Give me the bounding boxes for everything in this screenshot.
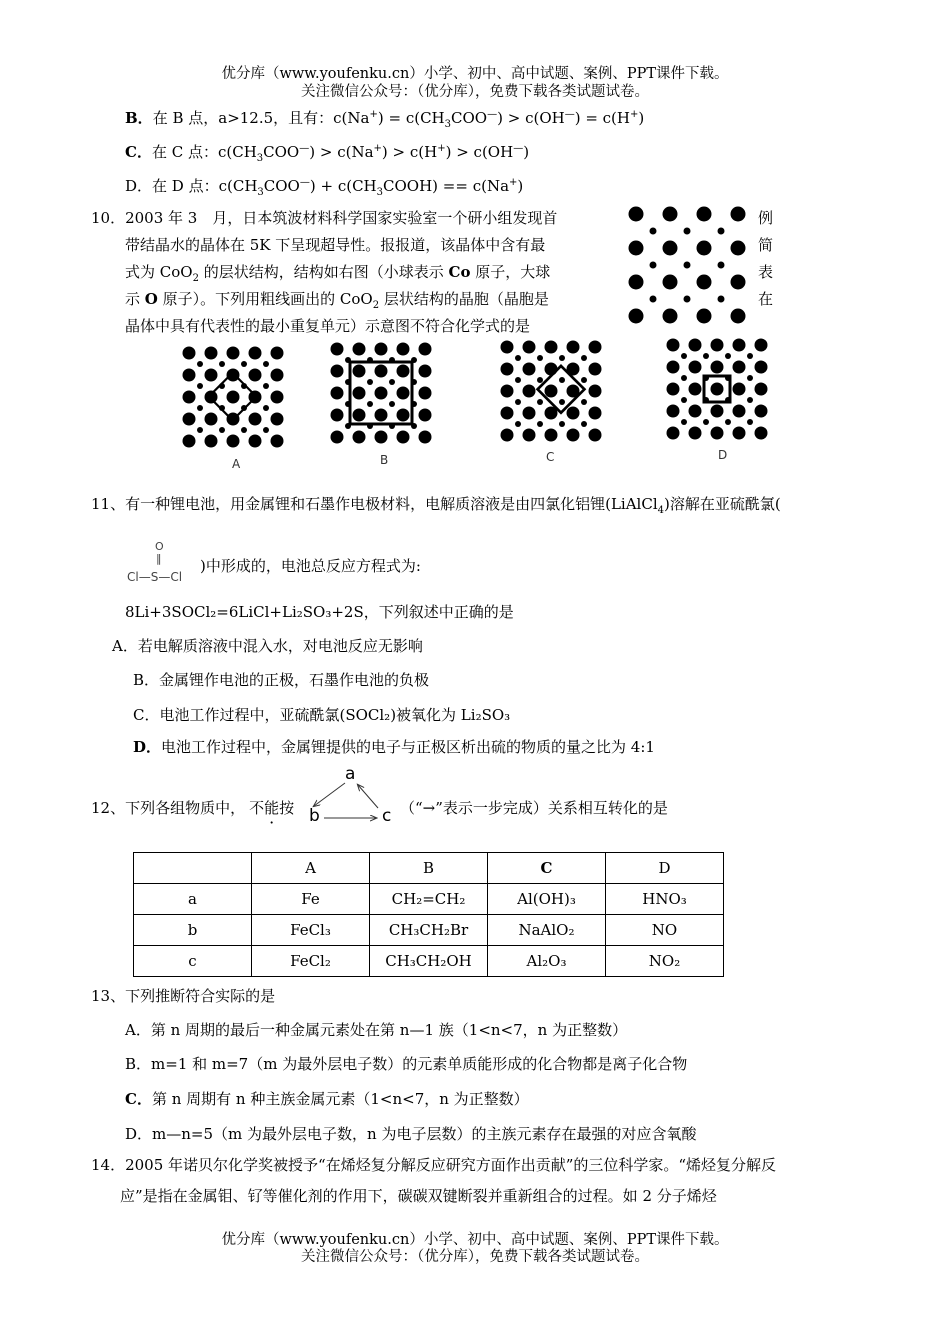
o-atom bbox=[249, 413, 262, 426]
o-atom bbox=[733, 383, 746, 396]
table-cell: D bbox=[606, 853, 724, 884]
o-atom bbox=[227, 347, 240, 360]
table-cell bbox=[134, 853, 252, 884]
co-atom bbox=[197, 405, 203, 411]
table-cell: CH₃CH₂OH bbox=[370, 946, 488, 977]
q11-option-d: D．电池工作过程中，金属锂提供的电子与正极区析出硫的物质的量之比为 4:1 bbox=[133, 738, 655, 756]
co-atom bbox=[581, 399, 587, 405]
o-atom bbox=[397, 431, 410, 444]
o-atom bbox=[271, 391, 284, 404]
co-atom bbox=[263, 405, 269, 411]
q10-side-4: 在 bbox=[758, 290, 774, 308]
o-atom bbox=[227, 435, 240, 448]
o-atom bbox=[733, 427, 746, 440]
table-cell: a bbox=[134, 884, 252, 915]
o-atom bbox=[755, 361, 768, 374]
co-atom bbox=[197, 361, 203, 367]
table-row bbox=[134, 915, 724, 946]
socl2-structure-row: Cl—S—Cl bbox=[127, 570, 183, 584]
q13-option-c: C．第 n 周期有 n 种主族金属元素（1<n<7，n 为正整数） bbox=[125, 1090, 529, 1108]
o-atom bbox=[755, 383, 768, 396]
q11-option-a: A．若电解质溶液中混入水，对电池反应无影响 bbox=[112, 637, 423, 655]
o-atom bbox=[419, 409, 432, 422]
o-atom bbox=[663, 309, 678, 324]
o-atom bbox=[397, 365, 410, 378]
o-atom bbox=[523, 385, 536, 398]
table-cell: Fe bbox=[252, 884, 370, 915]
lattice-label-b: B bbox=[380, 453, 389, 467]
o-atom bbox=[419, 431, 432, 444]
q13-option-a: A．第 n 周期的最后一种金属元素处在第 n—1 族（1<n<7，n 为正整数） bbox=[125, 1021, 628, 1039]
co-atom bbox=[684, 228, 691, 235]
q13-option-b: B．m=1 和 m=7（m 为最外层电子数）的元素单质能形成的化合物都是离子化合物 bbox=[125, 1055, 688, 1073]
o-atom bbox=[523, 363, 536, 376]
o-atom bbox=[629, 275, 644, 290]
o-atom bbox=[205, 347, 218, 360]
co-atom bbox=[197, 427, 203, 433]
footer-line-2: 关注微信公众号：（优分库），免费下载各类试题试卷。 bbox=[301, 1249, 649, 1265]
o-atom bbox=[689, 427, 702, 440]
co-atom bbox=[581, 377, 587, 383]
o-atom bbox=[271, 435, 284, 448]
co-atom bbox=[718, 262, 725, 269]
node-c: c bbox=[382, 806, 392, 826]
table-cell: c bbox=[134, 946, 252, 977]
o-atom bbox=[183, 413, 196, 426]
q11-line-2: )中形成的，电池总反应方程式为: bbox=[200, 557, 421, 575]
o-atom bbox=[205, 435, 218, 448]
o-atom bbox=[697, 309, 712, 324]
o-atom bbox=[501, 429, 514, 442]
q10-line-1: 10．2003 年 3 月，日本筑波材料科学国家实验室一个研小组发现首 bbox=[91, 209, 558, 227]
o-atom bbox=[733, 405, 746, 418]
lattice-option-b bbox=[328, 340, 434, 446]
q10-side-3: 表 bbox=[758, 263, 774, 281]
co-atom bbox=[537, 421, 543, 427]
co-atom bbox=[650, 262, 657, 269]
co-atom bbox=[559, 377, 565, 383]
o-atom bbox=[397, 387, 410, 400]
q9-option-c: C．在 C 点：$c(CH_3COO^—) > c(Na^+) > c(H^+) > c(OH^—)$ bbox=[125, 143, 530, 164]
q12-table bbox=[133, 852, 724, 977]
o-atom bbox=[711, 339, 724, 352]
o-atom bbox=[375, 387, 388, 400]
co-atom bbox=[241, 361, 247, 367]
o-atom bbox=[331, 387, 344, 400]
co-atom bbox=[389, 379, 395, 385]
q14-line-2: 应”是指在金属钼、钌等催化剂的作用下，碳碳双键断裂并重新组合的过程。如 2 分子烯烃 bbox=[120, 1187, 717, 1205]
co-atom bbox=[681, 397, 687, 403]
o-atom bbox=[697, 275, 712, 290]
o-atom bbox=[667, 405, 680, 418]
table-cell: B bbox=[370, 853, 488, 884]
o-atom bbox=[271, 413, 284, 426]
o-atom bbox=[523, 407, 536, 420]
q11-option-c: C．电池工作过程中，亚硫酰氯(SOCl₂)被氧化为 Li₂SO₃ bbox=[133, 706, 511, 724]
o-atom bbox=[227, 369, 240, 382]
co-atom bbox=[725, 353, 731, 359]
o-atom bbox=[249, 435, 262, 448]
o-atom bbox=[375, 409, 388, 422]
q10-line-2: 带结晶水的晶体在 5K 下呈现超导性。报报道，该晶体中含有最 bbox=[125, 236, 546, 254]
co-atom bbox=[537, 355, 543, 361]
o-atom bbox=[711, 383, 724, 396]
co-atom bbox=[747, 375, 753, 381]
q10-line-3: 式为 CoO$_2$ 的层状结构，结构如右图（小球表示 Co 原子，大球 bbox=[125, 263, 551, 284]
o-atom bbox=[567, 341, 580, 354]
o-atom bbox=[545, 363, 558, 376]
table-cell: Al(OH)₃ bbox=[488, 884, 606, 915]
o-atom bbox=[501, 385, 514, 398]
o-atom bbox=[271, 369, 284, 382]
o-atom bbox=[331, 365, 344, 378]
co-atom bbox=[263, 383, 269, 389]
o-atom bbox=[667, 339, 680, 352]
o-atom bbox=[689, 383, 702, 396]
o-atom bbox=[331, 343, 344, 356]
co-atom bbox=[515, 421, 521, 427]
o-atom bbox=[183, 369, 196, 382]
table-cell: NO bbox=[606, 915, 724, 946]
o-atom bbox=[397, 343, 410, 356]
o-atom bbox=[663, 275, 678, 290]
o-atom bbox=[227, 391, 240, 404]
o-atom bbox=[375, 431, 388, 444]
co-atom bbox=[389, 401, 395, 407]
table-cell: NO₂ bbox=[606, 946, 724, 977]
co-atom bbox=[581, 355, 587, 361]
socl2-structure-o: O bbox=[155, 540, 164, 553]
table-cell: HNO₃ bbox=[606, 884, 724, 915]
table-cell: NaAlO₂ bbox=[488, 915, 606, 946]
o-atom bbox=[353, 343, 366, 356]
o-atom bbox=[271, 347, 284, 360]
o-atom bbox=[589, 363, 602, 376]
q12-emphasis: 不能按 bbox=[249, 799, 295, 817]
footer-line-1: 优分库（www.youfenku.cn）小学、初中、高中试题、案例、PPT课件下载。 bbox=[221, 1232, 729, 1248]
co-atom bbox=[515, 399, 521, 405]
co-atom bbox=[725, 419, 731, 425]
o-atom bbox=[183, 391, 196, 404]
co-atom bbox=[515, 377, 521, 383]
o-atom bbox=[501, 363, 514, 376]
o-atom bbox=[183, 435, 196, 448]
lattice-option-d bbox=[664, 336, 770, 442]
co-atom bbox=[515, 355, 521, 361]
o-atom bbox=[523, 341, 536, 354]
co-atom bbox=[367, 401, 373, 407]
q13-option-d: D．m—n=5（m 为最外层电子数，n 为电子层数）的主族元素存在最强的对应含氧酸 bbox=[125, 1125, 697, 1143]
lattice-option-c bbox=[498, 338, 604, 444]
o-atom bbox=[755, 405, 768, 418]
o-atom bbox=[711, 405, 724, 418]
o-atom bbox=[667, 361, 680, 374]
o-atom bbox=[205, 413, 218, 426]
table-cell: CH₂=CH₂ bbox=[370, 884, 488, 915]
o-atom bbox=[589, 385, 602, 398]
o-atom bbox=[249, 369, 262, 382]
co-atom bbox=[681, 353, 687, 359]
o-atom bbox=[689, 361, 702, 374]
o-atom bbox=[205, 391, 218, 404]
node-b: b bbox=[309, 806, 320, 826]
o-atom bbox=[755, 427, 768, 440]
o-atom bbox=[419, 387, 432, 400]
o-atom bbox=[331, 431, 344, 444]
co-atom bbox=[681, 419, 687, 425]
table-cell: C bbox=[488, 853, 606, 884]
co-atom bbox=[650, 228, 657, 235]
co-atom bbox=[219, 361, 225, 367]
o-atom bbox=[689, 339, 702, 352]
lattice-label-d: D bbox=[718, 448, 728, 462]
o-atom bbox=[353, 365, 366, 378]
q10-side-2: 简 bbox=[758, 236, 774, 254]
q11-line-1: 11、有一种锂电池，用金属锂和石墨作电极材料，电解质溶液是由四氯化铝锂(LiAlCl$_4$)溶解在亚硫酰氯( bbox=[91, 495, 781, 516]
o-atom bbox=[689, 405, 702, 418]
o-atom bbox=[731, 241, 746, 256]
o-atom bbox=[711, 427, 724, 440]
o-atom bbox=[667, 427, 680, 440]
q9-option-b: B．在 B 点，a>12.5，且有：$c(Na^+) = c(CH_3COO^—) > c(OH^—) = c(H^+)$ bbox=[125, 109, 645, 130]
o-atom bbox=[501, 341, 514, 354]
o-atom bbox=[205, 369, 218, 382]
header-line-1: 优分库（www.youfenku.cn）小学、初中、高中试题、案例、PPT课件下载。 bbox=[221, 66, 729, 82]
o-atom bbox=[733, 361, 746, 374]
co-atom bbox=[681, 375, 687, 381]
table-header-row bbox=[134, 853, 724, 884]
table-cell: FeCl₃ bbox=[252, 915, 370, 946]
co-atom bbox=[684, 262, 691, 269]
lattice-label-a: A bbox=[232, 457, 241, 471]
q12-stem: 12、下列各组物质中， 不能按 bbox=[91, 799, 295, 817]
q10-line-4: 示 O 原子）。下列用粗线画出的 CoO$_2$ 层状结构的晶胞（晶胞是 bbox=[125, 290, 549, 311]
o-atom bbox=[589, 429, 602, 442]
co-atom bbox=[263, 361, 269, 367]
o-atom bbox=[663, 207, 678, 222]
o-atom bbox=[663, 241, 678, 256]
q10-line-5: 晶体中具有代表性的最小重复单元）示意图不符合化学式的是 bbox=[125, 317, 531, 335]
o-atom bbox=[589, 341, 602, 354]
o-atom bbox=[545, 429, 558, 442]
co-atom bbox=[537, 399, 543, 405]
arrow-c-to-a bbox=[358, 785, 378, 808]
table-cell: b bbox=[134, 915, 252, 946]
co-atom bbox=[747, 397, 753, 403]
co-atom bbox=[718, 228, 725, 235]
o-atom bbox=[353, 409, 366, 422]
o-atom bbox=[501, 407, 514, 420]
co-atom bbox=[747, 419, 753, 425]
o-atom bbox=[629, 207, 644, 222]
node-a: a bbox=[345, 764, 356, 784]
o-atom bbox=[697, 241, 712, 256]
co-atom bbox=[703, 353, 709, 359]
lattice-label-c: C bbox=[546, 450, 555, 464]
table-row bbox=[134, 946, 724, 977]
q9-option-d: D．在 D 点：$c(CH_3COO^—)$ + $c(CH_3COOH) == c(Na^+)$ bbox=[125, 177, 524, 198]
o-atom bbox=[249, 347, 262, 360]
co-atom bbox=[559, 355, 565, 361]
co-atom bbox=[367, 379, 373, 385]
o-atom bbox=[419, 343, 432, 356]
co-atom bbox=[747, 353, 753, 359]
o-atom bbox=[397, 409, 410, 422]
table-cell: A bbox=[252, 853, 370, 884]
o-atom bbox=[667, 383, 680, 396]
co-atom bbox=[197, 383, 203, 389]
co-atom bbox=[559, 421, 565, 427]
o-atom bbox=[183, 347, 196, 360]
o-atom bbox=[697, 207, 712, 222]
o-atom bbox=[731, 275, 746, 290]
arrow-a-to-b bbox=[314, 783, 345, 806]
q10-side-1: 例 bbox=[758, 209, 774, 227]
o-atom bbox=[731, 207, 746, 222]
q11-equation: 8Li+3SOCl₂=6LiCl+Li₂SO₃+2S，下列叙述中正确的是 bbox=[125, 603, 514, 621]
o-atom bbox=[733, 339, 746, 352]
o-atom bbox=[545, 385, 558, 398]
o-atom bbox=[567, 407, 580, 420]
q12-stem-post: （“→”表示一步完成）关系相互转化的是 bbox=[400, 799, 668, 817]
o-atom bbox=[567, 429, 580, 442]
o-atom bbox=[523, 429, 536, 442]
o-atom bbox=[419, 365, 432, 378]
co-atom bbox=[581, 421, 587, 427]
q13-stem: 13、下列推断符合实际的是 bbox=[91, 987, 276, 1005]
co-atom bbox=[703, 419, 709, 425]
q11-option-b: B．金属锂作电池的正极，石墨作电池的负极 bbox=[133, 671, 430, 689]
o-atom bbox=[353, 387, 366, 400]
co-atom bbox=[263, 427, 269, 433]
co-atom bbox=[559, 399, 565, 405]
co-atom bbox=[650, 296, 657, 303]
co-atom bbox=[219, 427, 225, 433]
co-atom bbox=[684, 296, 691, 303]
o-atom bbox=[353, 431, 366, 444]
table-cell: CH₃CH₂Br bbox=[370, 915, 488, 946]
o-atom bbox=[375, 343, 388, 356]
o-atom bbox=[545, 341, 558, 354]
co-atom bbox=[537, 377, 543, 383]
o-atom bbox=[755, 339, 768, 352]
o-atom bbox=[629, 309, 644, 324]
o-atom bbox=[629, 241, 644, 256]
lattice-figure bbox=[628, 206, 746, 324]
o-atom bbox=[589, 407, 602, 420]
co-atom bbox=[718, 296, 725, 303]
table-cell: Al₂O₃ bbox=[488, 946, 606, 977]
header-line-2: 关注微信公众号：（优分库），免费下载各类试题试卷。 bbox=[301, 84, 649, 100]
q14-line-1: 14．2005 年诺贝尔化学奖被授予“在烯烃复分解反应研究方面作出贡献”的三位科学家。“烯烃复分解反 bbox=[91, 1156, 777, 1174]
o-atom bbox=[331, 409, 344, 422]
lattice-option-a bbox=[180, 344, 286, 450]
o-atom bbox=[375, 365, 388, 378]
table-cell: FeCl₂ bbox=[252, 946, 370, 977]
o-atom bbox=[731, 309, 746, 324]
table-row bbox=[134, 884, 724, 915]
co-atom bbox=[241, 427, 247, 433]
o-atom bbox=[711, 361, 724, 374]
socl2-structure-bond: ‖ bbox=[156, 552, 162, 565]
